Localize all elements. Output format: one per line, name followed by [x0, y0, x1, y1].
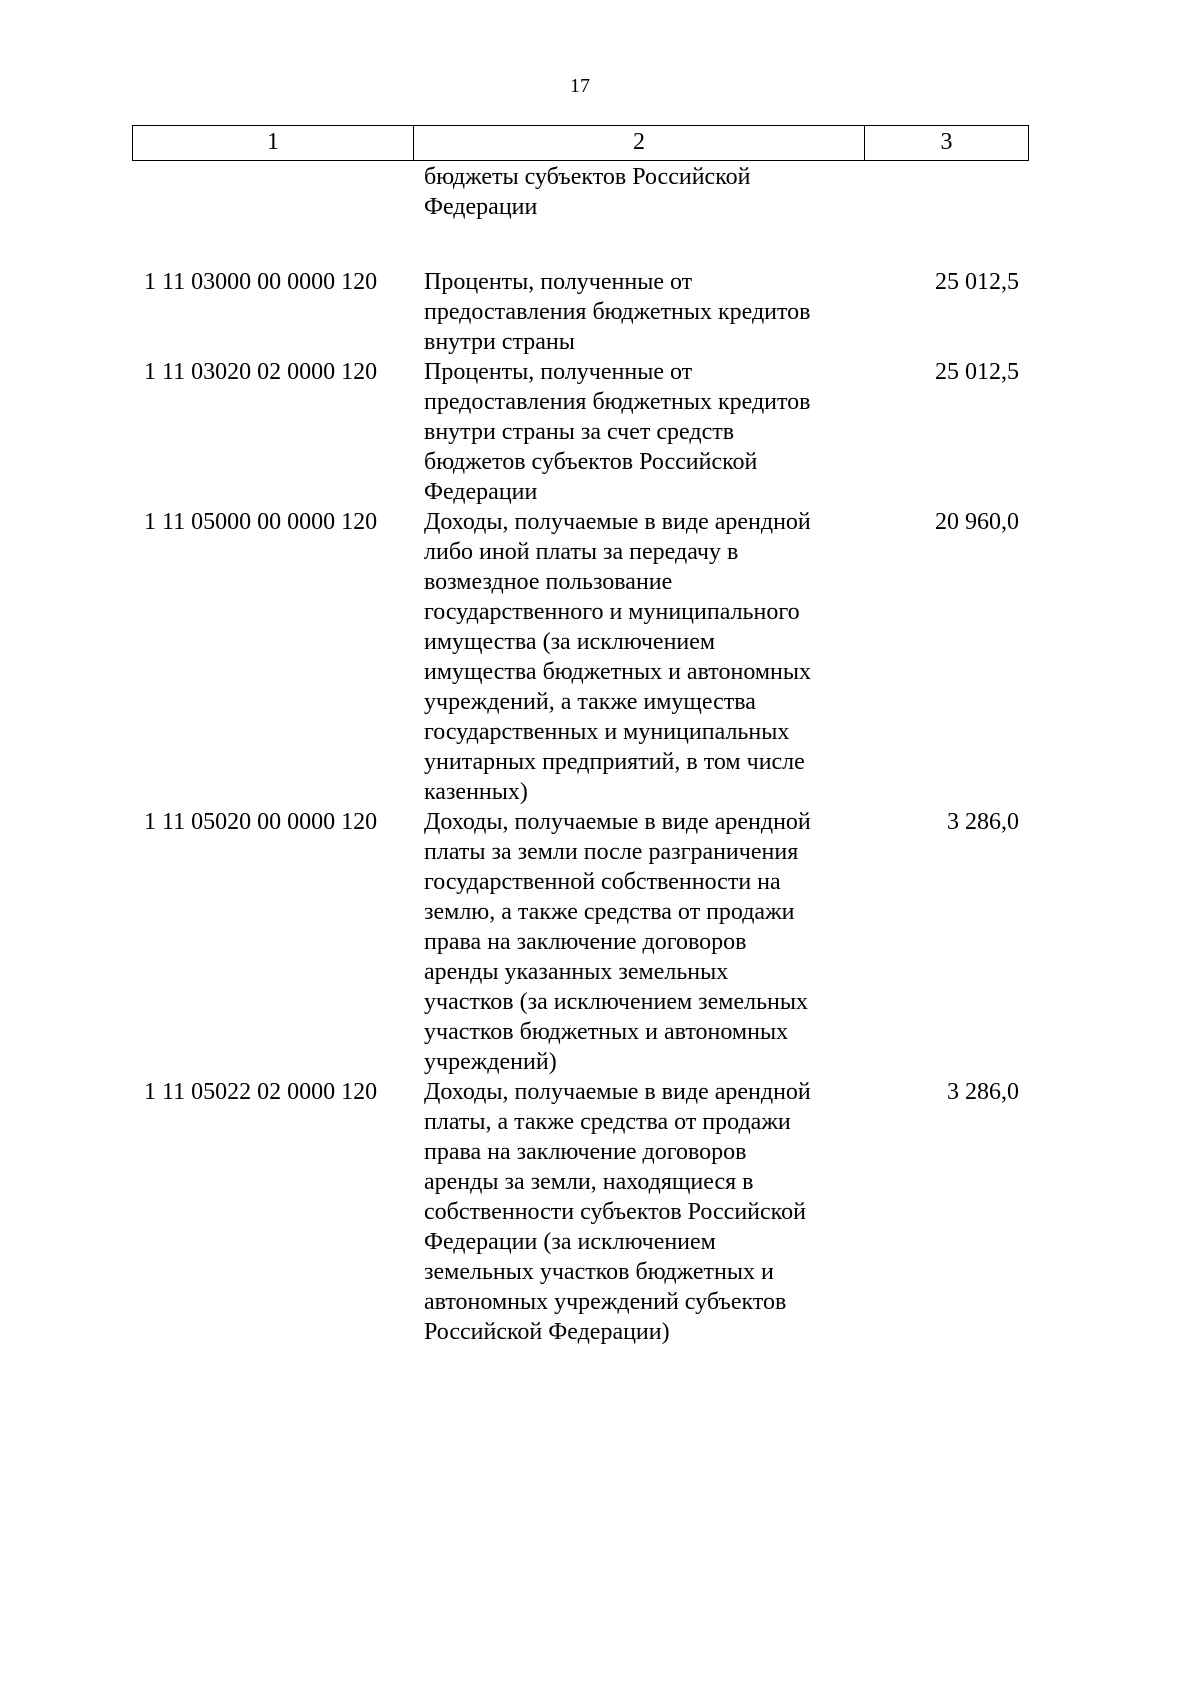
row-description: Проценты, полученные от предоставления бюджетных кредитов внутри страны за счет средств бюджетов субъектов Российской Федерации [424, 359, 811, 505]
table-row [0, 267, 1100, 357]
row-description: Доходы, получаемые в виде арендной либо иной платы за передачу в возмездное пользование государственного и муниципального имущества (за исключением имущества бюджетных и автономных учреждений, а также имущества государственных и муниципальных унитарных предприятий, в том числе казенных) [424, 509, 812, 805]
row-amount: 3 286,0 [947, 1079, 1019, 1105]
row-description: Доходы, получаемые в виде арендной платы за земли после разграничения государственной собственности на землю, а также средства от продажи права на заключение договоров аренды указанных земельных участков (за исключением земельных участков бюджетных и автономных учреждений) [424, 809, 811, 1075]
table-body [0, 162, 1100, 1347]
table-row [0, 507, 1100, 807]
row-description: бюджеты субъектов Российской Федерации [424, 164, 751, 220]
row-code: 1 11 03000 00 0000 120 [144, 269, 378, 295]
row-amount: 25 012,5 [935, 359, 1019, 385]
header-column-2: 2 [414, 126, 865, 160]
table-row [0, 807, 1100, 1077]
row-amount: 20 960,0 [935, 509, 1019, 535]
page-number: 17 [570, 75, 590, 97]
header-column-3: 3 [940, 129, 953, 155]
row-code: 1 11 05020 00 0000 120 [144, 809, 378, 835]
table-header [132, 125, 1029, 161]
row-description: Доходы, получаемые в виде арендной платы, а также средства от продажи права на заключение договоров аренды за земли, находящиеся в собственности субъектов Российской Федерации (за исключением земельных участков бюджетных и автономных учреждений субъектов Российской Федерации) [424, 1079, 811, 1345]
row-code: 1 11 05000 00 0000 120 [144, 509, 378, 535]
row-code: 1 11 05022 02 0000 120 [144, 1079, 378, 1105]
row-amount: 3 286,0 [947, 809, 1019, 835]
header-column-1: 1 [133, 126, 414, 160]
row-code: 1 11 03020 02 0000 120 [144, 359, 378, 385]
table-row [0, 1077, 1100, 1347]
row-amount: 25 012,5 [935, 269, 1019, 295]
table-row-continuation [0, 162, 1100, 222]
row-description: Проценты, полученные от предоставления бюджетных кредитов внутри страны [424, 269, 811, 355]
table-row [0, 357, 1100, 507]
